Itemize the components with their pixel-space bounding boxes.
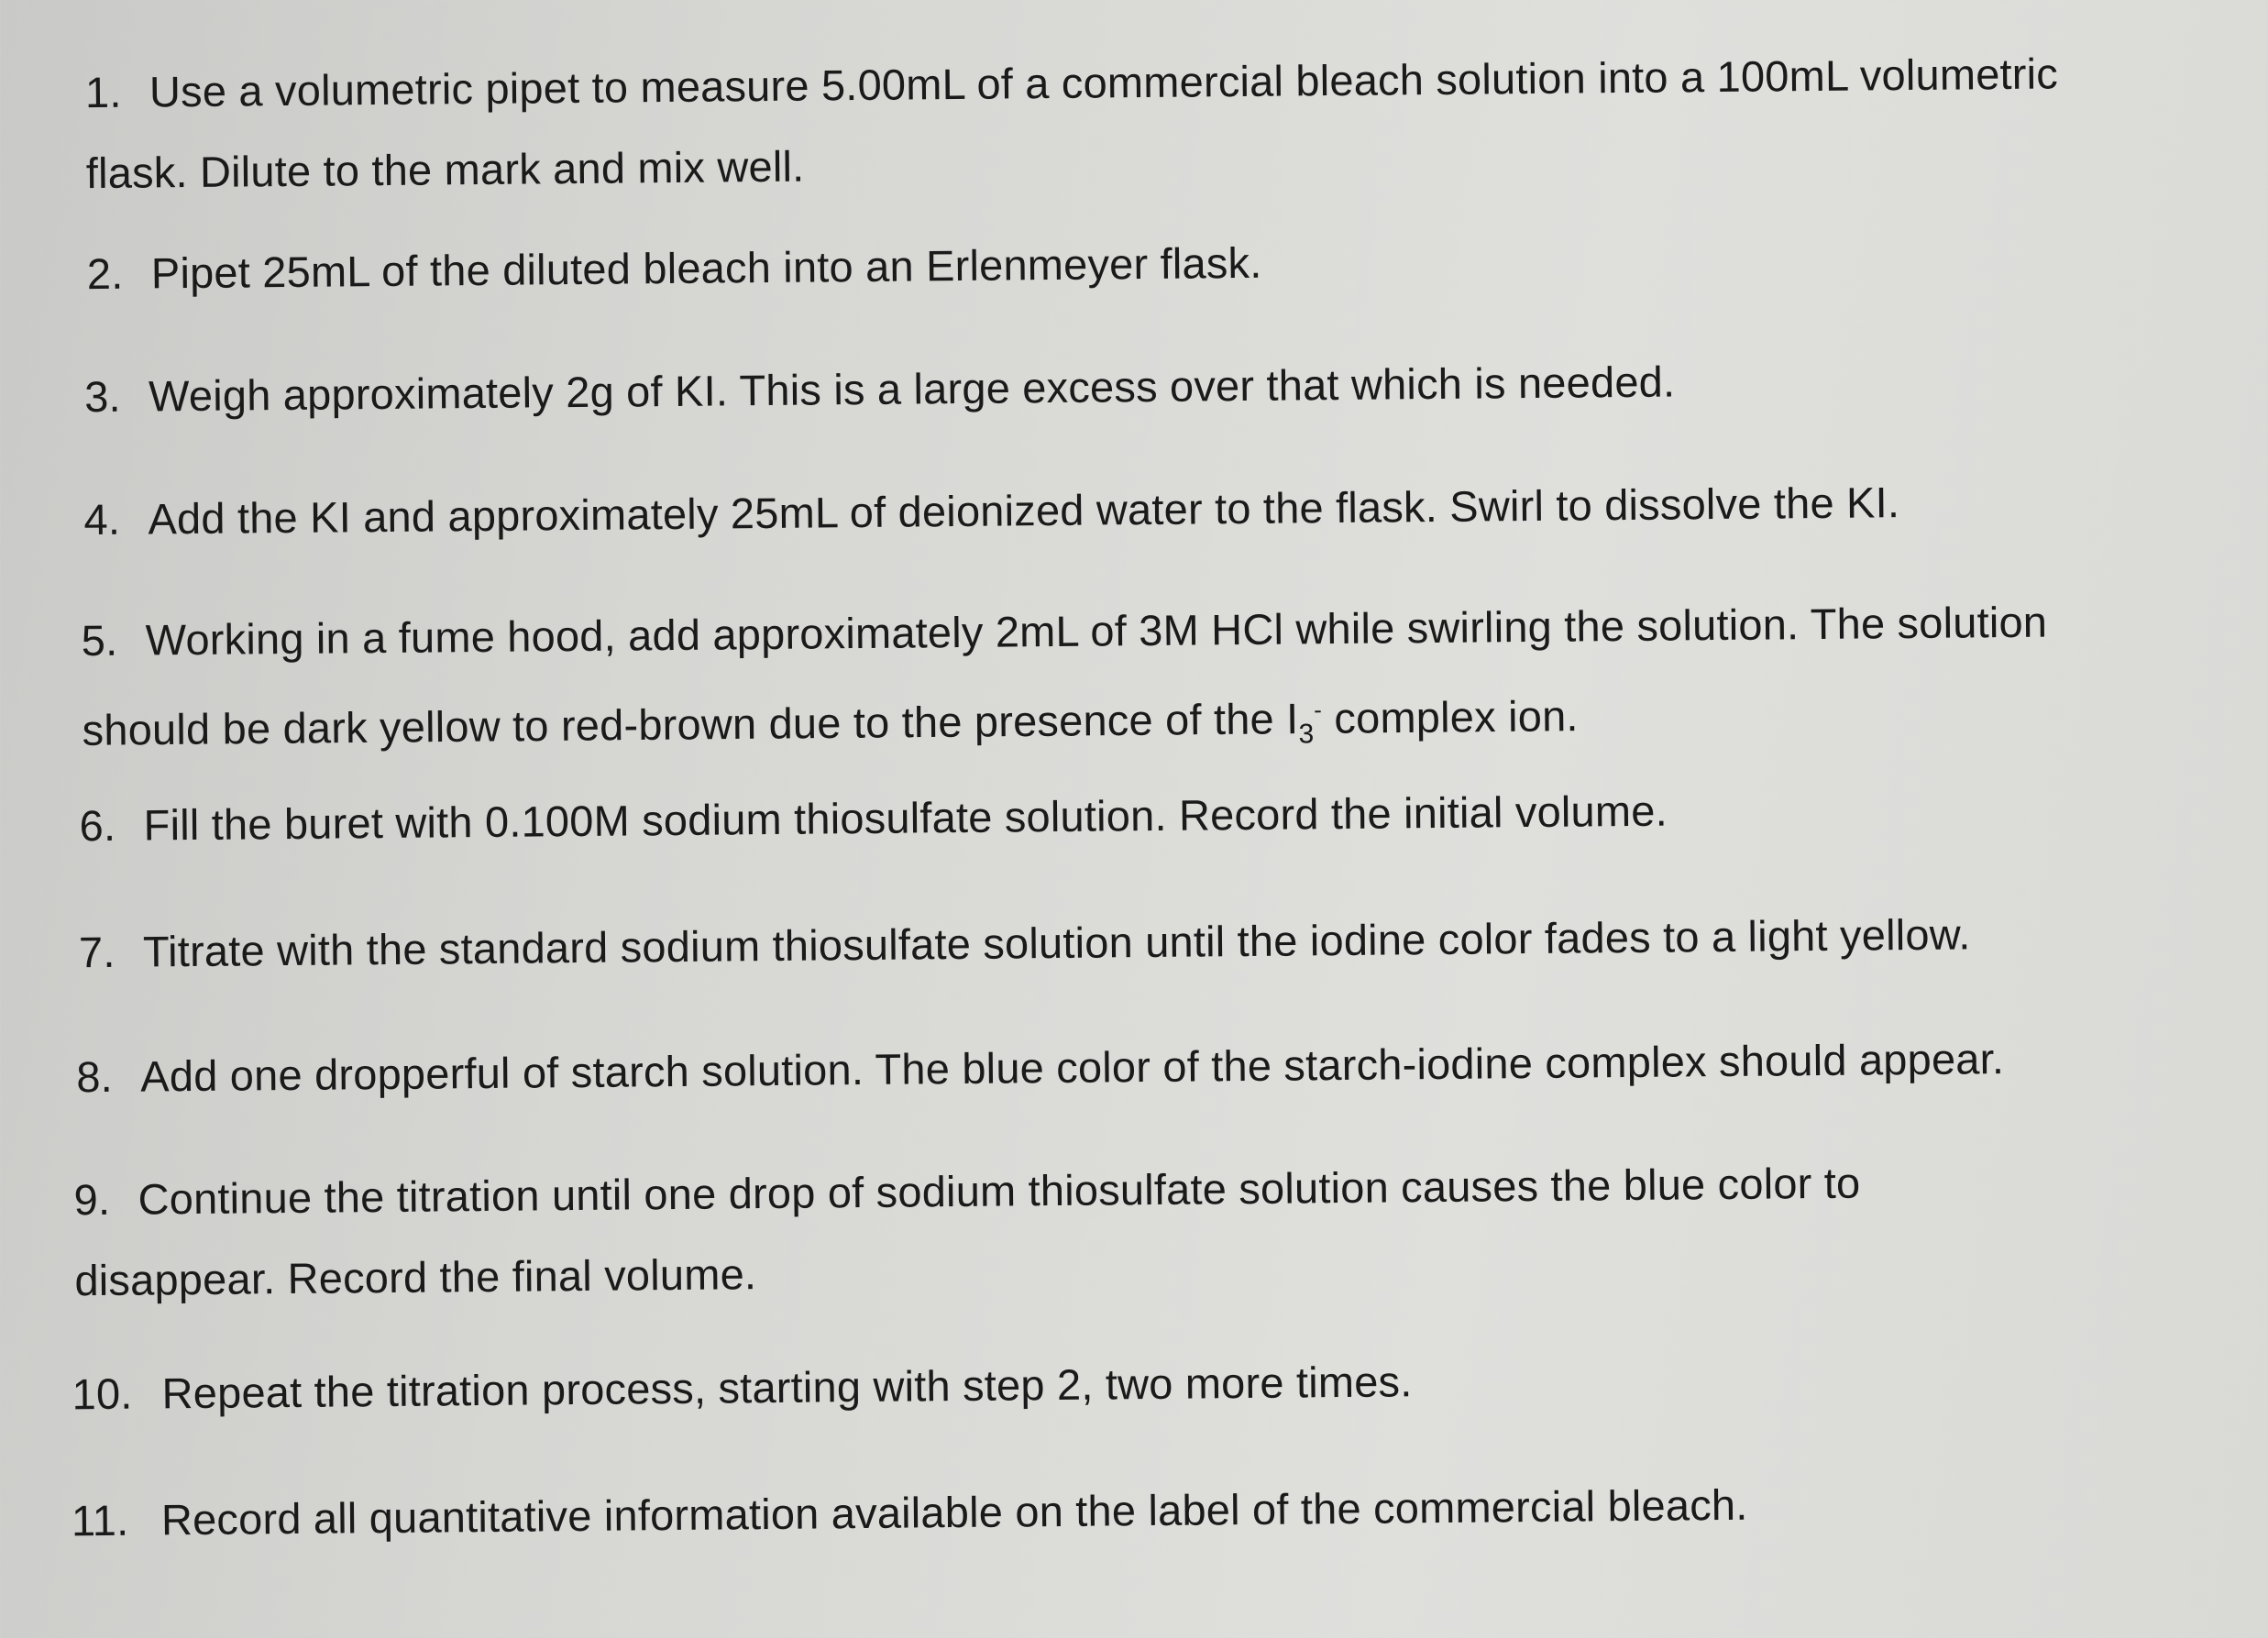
step-number: 2. — [86, 248, 124, 299]
step-5 — [81, 582, 2048, 787]
step-text-line1: Continue the titration until one drop of sodium thiosulfate solution causes the blue color to — [138, 1158, 1861, 1224]
step-9 — [73, 1143, 1861, 1322]
step-4 — [83, 462, 1899, 560]
step-text-line1: Fill the buret with 0.100M sodium thiosulfate solution. Record the initial volume. — [143, 786, 1668, 850]
step-11 — [72, 1465, 1748, 1562]
step-number: 1. — [84, 67, 122, 117]
step-3 — [84, 341, 1676, 437]
step-7 — [79, 894, 1971, 993]
step-2 — [86, 223, 1261, 314]
step-number: 4. — [83, 494, 121, 544]
step-text-line1: Weigh approximately 2g of KI. This is a large excess over that which is needed. — [148, 357, 1676, 421]
step-text-line2: disappear. Record the final volume. — [74, 1249, 757, 1305]
step-number: 7. — [78, 927, 116, 977]
step-text-line1: Working in a fume hood, add approximately 2mL of 3M HCl while swirling the solution. The solution — [145, 597, 2048, 665]
step-1 — [85, 33, 2060, 214]
step-text-line1: Use a volumetric pipet to measure 5.00mL of a commercial bleach solution into a 100mL volumetric — [149, 49, 2059, 116]
step-text-line2: flask. Dilute to the mark and mix well. — [85, 141, 805, 198]
step-number: 5. — [81, 615, 118, 665]
step-number: 9. — [73, 1174, 111, 1225]
step-text-line1: Add the KI and approximately 25mL of deionized water to the flask. Swirl to dissolve the KI. — [148, 478, 1900, 544]
step-number: 8. — [76, 1051, 114, 1102]
step-8 — [76, 1018, 2005, 1117]
step-number: 10. — [72, 1369, 133, 1419]
step-text-line1: Titrate with the standard sodium thiosulfate solution until the iodine color fades to a light yellow. — [142, 909, 1971, 976]
step-number: 6. — [79, 800, 116, 851]
step-text-line1: Add one dropperful of starch solution. The blue color of the starch-iodine complex should appear. — [140, 1034, 2005, 1101]
step-text-line1: Record all quantitative information available on the label of the commercial bleach. — [160, 1479, 1748, 1545]
step-6 — [79, 771, 1668, 867]
step-text-line1: Pipet 25mL of the diluted bleach into an Erlenmeyer flask. — [150, 237, 1262, 298]
step-text-line1: Repeat the titration process, starting with step 2, two more times. — [161, 1357, 1413, 1418]
step-number: 11. — [71, 1495, 129, 1545]
step-10 — [72, 1341, 1413, 1435]
step-text-line2: should be dark yellow to red-brown due to the presence of the $I_3^-$ complex ion. — [82, 691, 1579, 754]
step-number: 3. — [83, 371, 122, 422]
